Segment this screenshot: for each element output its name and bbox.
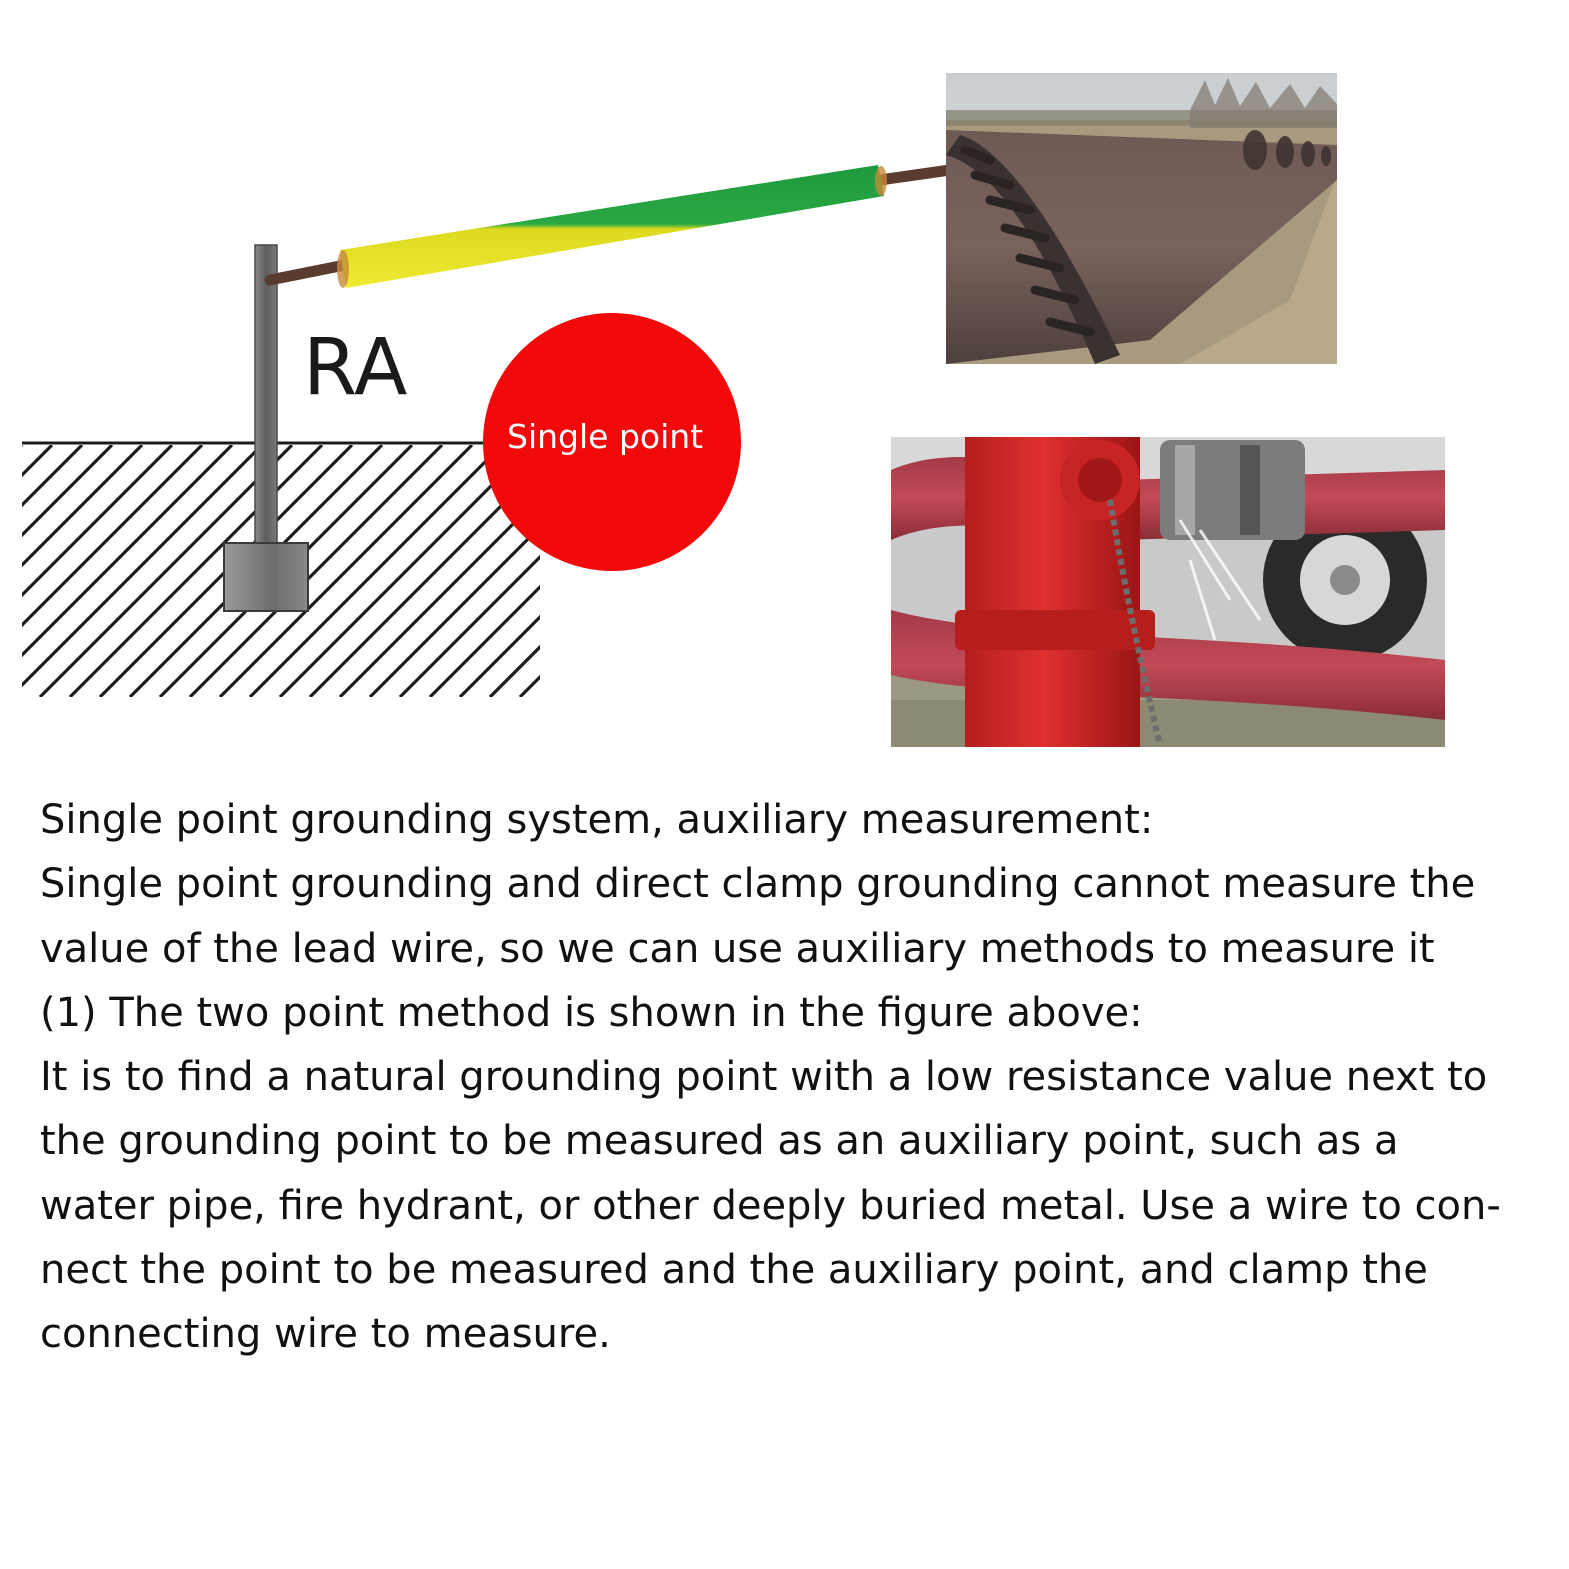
description-line: It is to find a natural grounding point with a low resistance value next to xyxy=(40,1054,1488,1101)
description-line: value of the lead wire, so we can use auxiliary methods to measure it xyxy=(40,925,1435,972)
description-line: Single point grounding and direct clamp grounding cannot measure the xyxy=(40,861,1476,908)
grounding-rod xyxy=(224,245,308,611)
description-line: connecting wire to measure. xyxy=(40,1311,611,1358)
grounding-diagram xyxy=(0,0,1569,780)
ra-label: RA xyxy=(303,323,408,413)
description-line: water pipe, fire hydrant, or other deeply buried metal. Use a wire to con- xyxy=(40,1182,1501,1229)
description-line: (1) The two point method is shown in the figure above: xyxy=(40,989,1143,1036)
description-text xyxy=(40,788,1540,1367)
buried-pipeline-photo xyxy=(946,73,1337,364)
description-line: the grounding point to be measured as an auxiliary point, such as a xyxy=(40,1118,1399,1165)
description-line: nect the point to be measured and the auxiliary point, and clamp the xyxy=(40,1247,1428,1294)
single-point-label: Single point xyxy=(507,417,704,456)
description-line: Single point grounding system, auxiliary measurement: xyxy=(40,797,1154,843)
fire-hydrant-photo xyxy=(891,437,1445,747)
ground-wire xyxy=(270,165,950,288)
